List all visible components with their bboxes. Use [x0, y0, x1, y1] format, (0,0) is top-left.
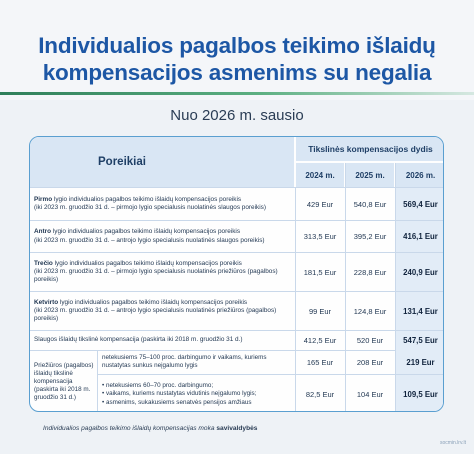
value-2024: 99 Eur — [308, 306, 332, 316]
footnote-text: Individualios pagalbos teikimo išlaidų kompensacijas moka — [43, 425, 217, 432]
need-note: (iki 2023 m. gruodžio 31 d. – pirmojo lygio specialusis nuolatinės slaugos poreikis) — [34, 204, 266, 211]
list-item: • netekusiems 60–70 proc. darbingumo; — [102, 382, 292, 390]
table-row-group — [30, 350, 444, 412]
subrow-description — [102, 375, 292, 412]
value-2025: 124,8 Eur — [353, 306, 387, 316]
table-row — [30, 220, 444, 252]
need-level: Antro — [34, 228, 52, 236]
need-level: Ketvirto — [34, 298, 59, 306]
need-text: Slaugos išlaidų tikslinė kompensacija (paskirta iki 2018 m. gruodžio 31 d.) — [34, 336, 243, 344]
footnote-emphasis: savivaldybės — [216, 425, 258, 432]
column-divider — [345, 163, 346, 411]
table-row — [30, 187, 444, 220]
needs-header: Poreikiai — [30, 137, 294, 187]
list-item: • asmenims, sukakusiems senatvės pensijos amžiaus — [102, 399, 292, 407]
value-2025: 395,2 Eur — [353, 232, 387, 241]
need-text: lygio individualios pagalbos teikimo išlaidų kompensacijos poreikis — [58, 298, 248, 306]
value-2024: 429 Eur — [306, 199, 334, 209]
column-divider — [395, 163, 396, 411]
value-2026: 131,4 Eur — [396, 292, 444, 330]
value-2025: 104 Eur — [356, 390, 384, 399]
compensation-table — [29, 136, 444, 412]
subrow-description: netekusiems 75–100 proc. darbingumo ir vaikams, kuriems nustatytas sunkus neįgalumo lygis — [102, 353, 267, 369]
table-row — [30, 330, 444, 350]
year-header-2026: 2026 m. — [396, 163, 444, 187]
need-note: (iki 2023 m. gruodžio 31 d. – antrojo lygio specialusis nuolatinės priežiūros (pagalbos) poreikis) — [34, 306, 277, 323]
need-description — [34, 188, 292, 220]
need-text: lygio individualios pagalbos teikimo išlaidų kompensacijos poreikis — [51, 228, 241, 236]
need-description — [34, 221, 292, 252]
value-2025: 520 Eur — [356, 336, 384, 345]
value-2025: 228,8 Eur — [353, 267, 387, 277]
column-divider — [295, 187, 296, 411]
need-note: (iki 2023 m. gruodžio 31 d. – pirmojo lygio specialusis nuolatinės priežiūros (pagalbos) poreikis) — [34, 267, 278, 284]
need-description — [34, 253, 292, 291]
value-2026: 240,9 Eur — [396, 253, 444, 291]
table-subrow — [98, 374, 444, 412]
need-level: Pirmo — [34, 195, 53, 203]
need-level: Trečio — [34, 259, 53, 267]
value-2024: 181,5 Eur — [303, 267, 337, 277]
page-subtitle: Nuo 2026 m. sausio — [170, 107, 304, 124]
compensation-group-header: Tikslinės kompensacijos dydis — [296, 137, 444, 161]
year-header-2025: 2025 m. — [346, 163, 394, 187]
value-2026: 219 Eur — [396, 350, 444, 374]
value-2026: 109,5 Eur — [396, 375, 444, 412]
group-label: Priežiūros (pagalbos) išlaidų tikslinė kompensacija (paskirta iki 2018 m. gruodžio 31 d.) — [34, 351, 98, 412]
value-2024: 82,5 Eur — [305, 390, 335, 399]
value-2026: 569,4 Eur — [396, 188, 444, 220]
need-text: lygio individualios pagalbos teikimo išlaidų kompensacijos poreikis — [52, 195, 242, 203]
value-2025: 208 Eur — [356, 357, 384, 367]
table-subrow — [98, 350, 444, 374]
list-item: • vaikams, kuriems nustatytas vidutinis neįgalumo lygis; — [102, 390, 292, 398]
title-line-1: Individualios pagalbos teikimo išlaidų — [38, 33, 436, 58]
value-2024: 313,5 Eur — [303, 232, 337, 241]
value-2024: 412,5 Eur — [303, 336, 337, 345]
need-description — [34, 331, 292, 350]
value-2024: 165 Eur — [306, 357, 334, 367]
value-2026: 547,5 Eur — [396, 331, 444, 350]
source-credit: socmin.lrv.lt — [439, 440, 466, 446]
table-row — [30, 291, 444, 330]
title-line-2: kompensacijos asmenims su negalia — [42, 60, 432, 85]
need-note: (iki 2023 m. gruodžio 31 d. – antrojo lygio specialusis nuolatinės slaugos poreikis) — [34, 236, 265, 244]
page-title — [0, 32, 474, 86]
accent-stripe — [0, 92, 474, 95]
need-text: lygio individualios pagalbos teikimo išlaidų kompensacijos poreikis — [52, 259, 242, 267]
table-row — [30, 252, 444, 291]
value-2026: 416,1 Eur — [396, 221, 444, 252]
value-2025: 540,8 Eur — [353, 199, 387, 209]
footnote — [43, 425, 257, 432]
year-header-2024: 2024 m. — [296, 163, 344, 187]
need-description — [34, 292, 292, 330]
